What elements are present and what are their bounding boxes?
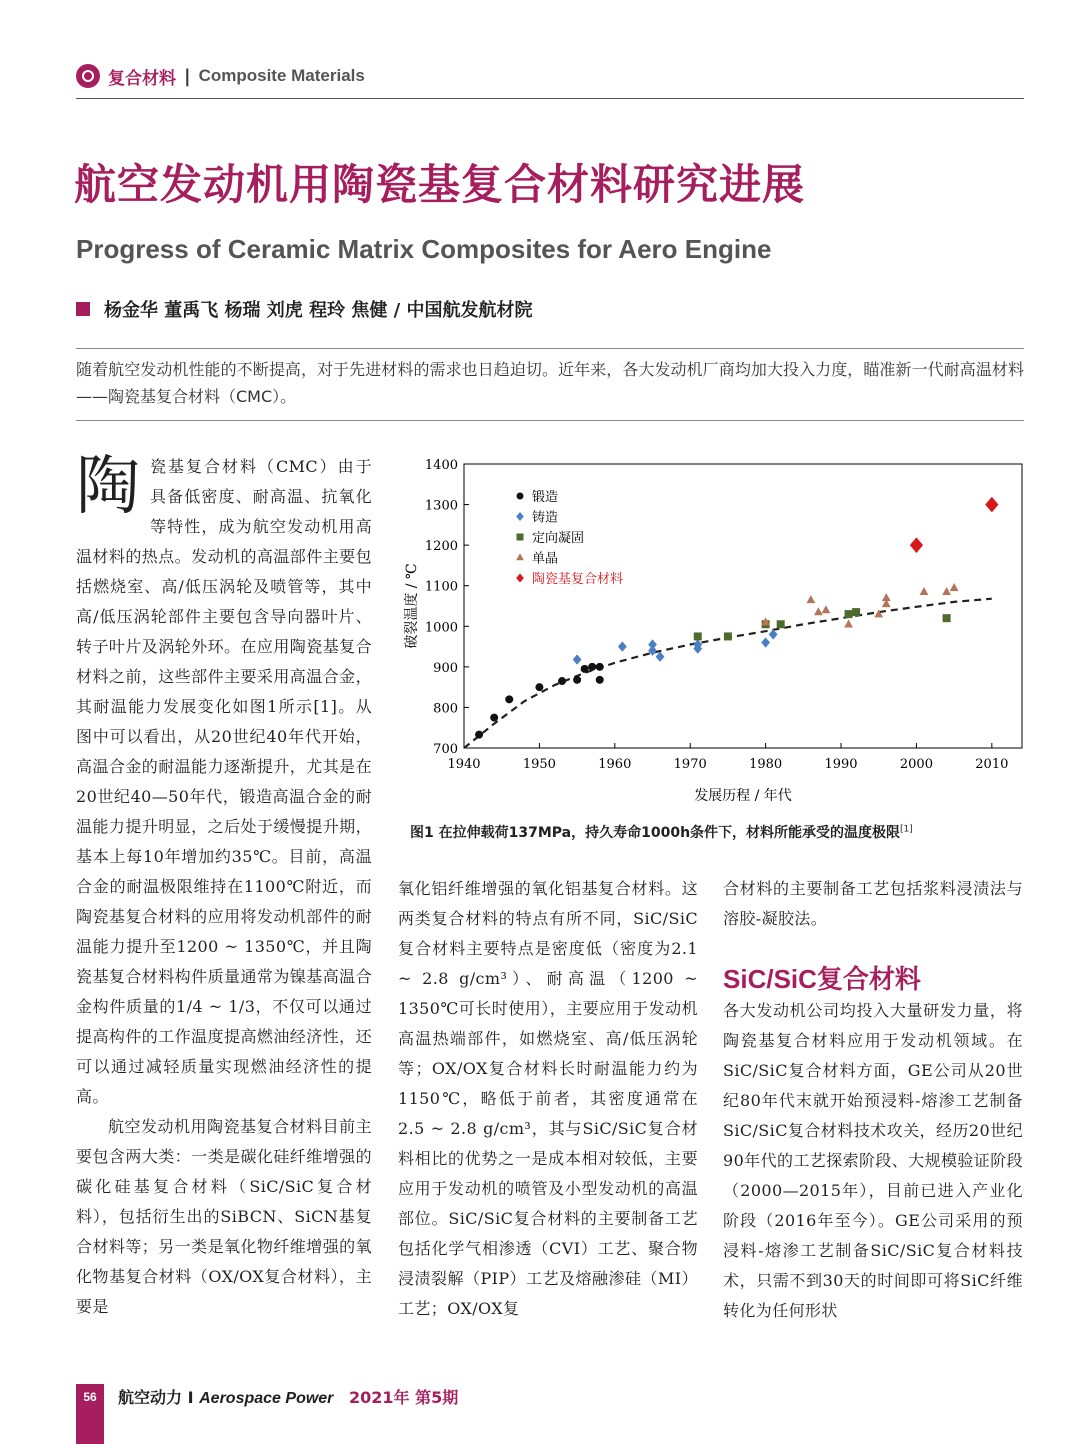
data-point <box>694 632 702 640</box>
trend-line <box>464 599 992 748</box>
data-point <box>573 676 581 684</box>
legend-label: 定向凝固 <box>532 531 585 546</box>
figure-caption-text: 图1 在拉伸载荷137MPa，持久寿命1000h条件下，材料所能承受的温度极限 <box>410 825 901 841</box>
legend-marker <box>516 573 524 582</box>
x-tick-label: 1960 <box>598 757 632 772</box>
legend-marker <box>516 553 524 560</box>
figure-caption-ref: [1] <box>900 824 913 835</box>
x-axis-label: 发展历程 / 年代 <box>694 788 792 804</box>
abstract: 随着航空发动机性能的不断提高，对于先进材料的需求也日趋迫切。近年来，各大发动机厂商均加大投入力度，瞄准新一代耐高温材料——陶瓷基复合材料（CMC）。 <box>76 360 1024 406</box>
data-point <box>490 714 498 722</box>
data-point <box>475 731 483 739</box>
legend-marker <box>517 493 524 500</box>
footer-issue: 2021年 第5期 <box>348 1388 459 1407</box>
abstract-bottom-rule <box>76 420 1024 421</box>
y-axis-label: 破裂温度 / ℃ <box>404 563 420 649</box>
data-point <box>777 620 785 628</box>
data-point <box>535 683 543 691</box>
figure-1-chart <box>398 452 1026 814</box>
section-heading: SiC/SiC复合材料 <box>723 964 921 994</box>
data-point <box>618 641 627 651</box>
legend-label: 铸造 <box>532 510 559 526</box>
drop-cap: 陶 <box>76 450 141 524</box>
section-name-en: Composite Materials <box>198 66 365 85</box>
data-point <box>882 593 891 601</box>
header-rule <box>76 98 1024 99</box>
data-point <box>581 665 589 673</box>
x-tick-label: 1940 <box>447 757 481 772</box>
chart-svg <box>398 452 1026 814</box>
data-point <box>596 676 604 684</box>
x-tick-label: 1950 <box>522 757 556 772</box>
data-point <box>505 695 513 703</box>
header-separator: | <box>184 65 191 87</box>
data-point <box>814 607 823 615</box>
authors-text: 杨金华 董禹飞 杨瑞 刘虎 程玲 焦健 / 中国航发航材院 <box>104 300 533 321</box>
y-tick-label: 1400 <box>424 458 458 473</box>
footer-journal <box>118 1385 458 1408</box>
abstract-top-rule <box>76 348 1024 349</box>
column-1 <box>76 452 372 1322</box>
footer-journal-cn: 航空动力 <box>118 1388 183 1407</box>
paragraph-3: 氧化铝纤维增强的氧化铝基复合材料。这两类复合材料的特点有所不同，SiC/SiC复合材料主要特点是密度低（密度为2.1 ~ 2.8 g/cm³）、耐高温（1200 ~ 1350℃可长时使用），主要应用于发动机高温热端部件，如燃烧室、高/低压涡轮等；OX/OX复合材料长时耐温能力约为1150℃，略低于前者，其密度通常在2.5 ~ 2.8 g/cm³，其与SiC/SiC复合材料相比的优势之一是成本相对较低，主要应用于发动机的喷管及小型发动机的高温部位。SiC/SiC复合材料的主要制备工艺包括化学气相渗透（CVI）工艺、聚合物浸渍裂解（PIP）工艺及熔融渗硅（MI）工艺；OX/OX复 <box>398 879 698 1318</box>
data-point <box>822 605 831 613</box>
section-name-cn: 复合材料 <box>108 68 176 89</box>
y-tick-label: 1000 <box>424 620 458 636</box>
data-point <box>588 663 596 671</box>
legend-label: 单晶 <box>532 551 559 567</box>
legend-label: 锻造 <box>532 490 559 505</box>
data-point <box>985 497 998 513</box>
data-point <box>761 637 770 647</box>
data-point <box>950 583 959 591</box>
paragraph-1: 瓷基复合材料（CMC）由于具备低密度、耐高温、抗氧化等特性，成为航空发动机用高温材料的热点。发动机的高温部件主要包括燃烧室、高/低压涡轮及喷管等，其中高/低压涡轮部件主要包含导向器叶片、转子叶片及涡轮外环。在应用陶瓷基复合材料之前，这些部件主要采用高温合金，其耐温能力发展变化如图1所示[1]。从图中可以看出，从20世纪40年代开始，高温合金的耐温能力逐渐提升，尤其是在20世纪40—50年代，锻造高温合金的耐温能力提升明显，之后处于缓慢提升期，基本上每10年增加约35℃。目前，高温合金的耐温极限维持在1100℃附近，而陶瓷基复合材料的应用将发动机部件的耐温能力提升至1200 ~ 1350℃，并且陶瓷基复合材料构件质量通常为镍基高温合金构件质量的1/4 ~ 1/3，不仅可以通过提高构件的工作温度提高燃油经济性，还可以通过减轻质量实现燃油经济性的提高。 <box>76 457 372 1106</box>
data-point <box>596 663 604 671</box>
column-3 <box>723 874 1023 1326</box>
data-point <box>844 619 853 627</box>
data-point <box>943 614 951 622</box>
x-tick-label: 1980 <box>749 757 783 772</box>
paragraph-2: 航空发动机用陶瓷基复合材料目前主要包含两大类：一类是碳化硅纤维增强的碳化硅基复合材料（SiC/SiC复合材料），包括衍生出的SiBCN、SiCN基复合材料等；另一类是氧化物纤维增强的氧化物基复合材料（OX/OX复合材料），主要是 <box>76 1117 372 1316</box>
page-number: 56 <box>83 1390 97 1404</box>
column-2 <box>398 874 698 1324</box>
plot-frame <box>464 464 1022 748</box>
x-tick-label: 2010 <box>975 757 1009 772</box>
data-point <box>845 610 853 618</box>
data-point <box>920 587 929 595</box>
data-point <box>558 677 566 685</box>
figure-caption <box>410 822 1022 842</box>
author-marker <box>76 302 90 316</box>
data-point <box>573 654 582 664</box>
article-subtitle: Progress of Ceramic Matrix Composites for Aero Engine <box>76 234 772 264</box>
data-point <box>852 608 860 616</box>
data-point <box>806 595 815 603</box>
legend-label: 陶瓷基复合材料 <box>532 572 624 587</box>
y-tick-label: 900 <box>433 660 458 676</box>
paragraph-5: 各大发动机公司均投入大量研发力量，将陶瓷基复合材料应用于发动机领域。在SiC/SiC复合材料方面，GE公司从20世纪80年代末就开始预浸料-熔渗工艺制备SiC/SiC复合材料技术攻关，经历20世纪90年代的工艺探索阶段、大规模验证阶段（2000—2015年），目前已进入产业化阶段（2016年至今）。GE公司采用的预浸料-熔渗工艺制备SiC/SiC复合材料技术，只需不到30天的时间即可将SiC纤维转化为任何形状 <box>723 1001 1023 1320</box>
journal-logo-icon <box>76 64 100 88</box>
data-point <box>724 632 732 640</box>
data-point <box>874 609 883 617</box>
legend-marker <box>516 512 524 521</box>
x-tick-label: 1990 <box>824 757 858 772</box>
data-point <box>910 537 923 553</box>
y-tick-label: 700 <box>433 742 458 757</box>
y-tick-label: 1300 <box>424 498 458 514</box>
y-tick-label: 1200 <box>424 539 458 555</box>
footer-journal-en: Aerospace Power <box>199 1390 334 1407</box>
author-line <box>76 296 532 322</box>
running-header <box>76 62 365 90</box>
legend-marker <box>517 534 524 541</box>
y-tick-label: 1100 <box>424 579 458 595</box>
footer-sep: I <box>187 1388 194 1407</box>
data-point <box>942 587 951 595</box>
data-point <box>656 652 665 662</box>
paragraph-4: 合材料的主要制备工艺包括浆料浸渍法与溶胶-凝胶法。 <box>723 879 1023 928</box>
x-tick-label: 1970 <box>673 757 707 772</box>
x-tick-label: 2000 <box>899 757 933 772</box>
y-tick-label: 800 <box>433 701 458 717</box>
article-title: 航空发动机用陶瓷基复合材料研究进展 <box>74 160 806 209</box>
data-point <box>769 629 778 639</box>
